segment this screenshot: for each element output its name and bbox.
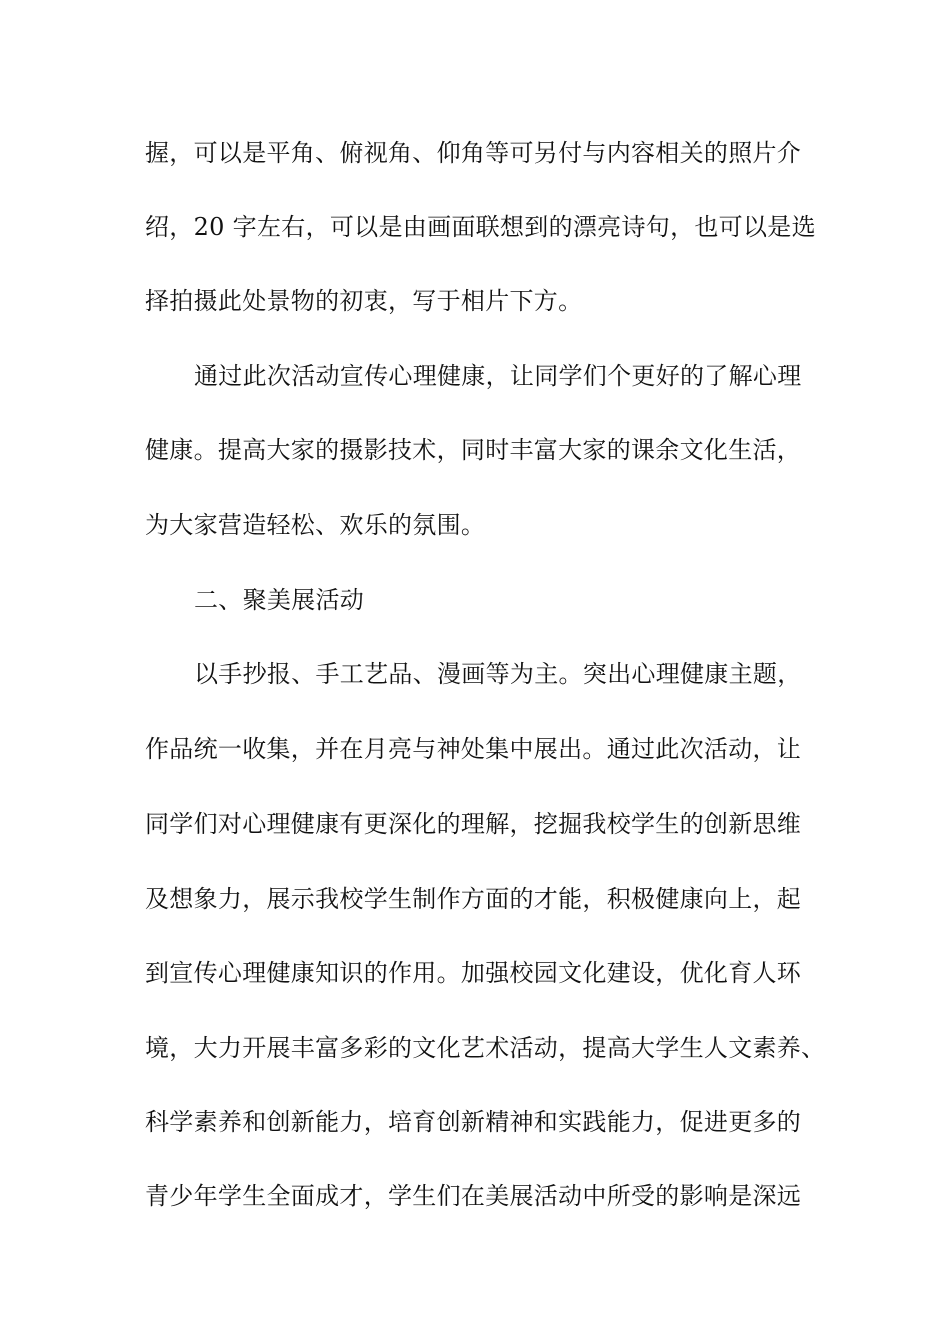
text-line: 同学们对心理健康有更深化的理解，挖掘我校学生的创新思维 [145, 810, 802, 838]
text-line: 为大家营造轻松、欢乐的氛围。 [145, 511, 486, 539]
paragraph-first-line: 通过此次活动宣传心理健康，让同学们个更好的了解心理 [194, 362, 802, 390]
text-line: 及想象力，展示我校学生制作方面的才能，积极健康向上，起 [145, 885, 802, 913]
text-line: 到宣传心理健康知识的作用。加强校园文化建设，优化育人环 [145, 959, 802, 987]
text-line: 握，可以是平角、俯视角、仰角等可另付与内容相关的照片介 [145, 139, 802, 167]
section-heading: 二、聚美展活动 [194, 586, 365, 614]
text-line: 作品统一收集，并在月亮与神处集中展出。通过此次活动，让 [145, 735, 802, 763]
text-line: 境，大力开展丰富多彩的文化艺术活动，提高大学生人文素养、 [145, 1034, 826, 1062]
text-line: 择拍摄此处景物的初衷，写于相片下方。 [145, 287, 583, 315]
text-line: 绍，20 字左右，可以是由画面联想到的漂亮诗句，也可以是选 [145, 213, 816, 241]
text-line: 青少年学生全面成才，学生们在美展活动中所受的影响是深远 [145, 1182, 802, 1210]
text-line: 科学素养和创新能力，培育创新精神和实践能力，促进更多的 [145, 1108, 802, 1136]
text-line: 健康。提高大家的摄影技术，同时丰富大家的课余文化生活， [145, 436, 802, 464]
paragraph-first-line: 以手抄报、手工艺品、漫画等为主。突出心理健康主题， [194, 660, 802, 688]
